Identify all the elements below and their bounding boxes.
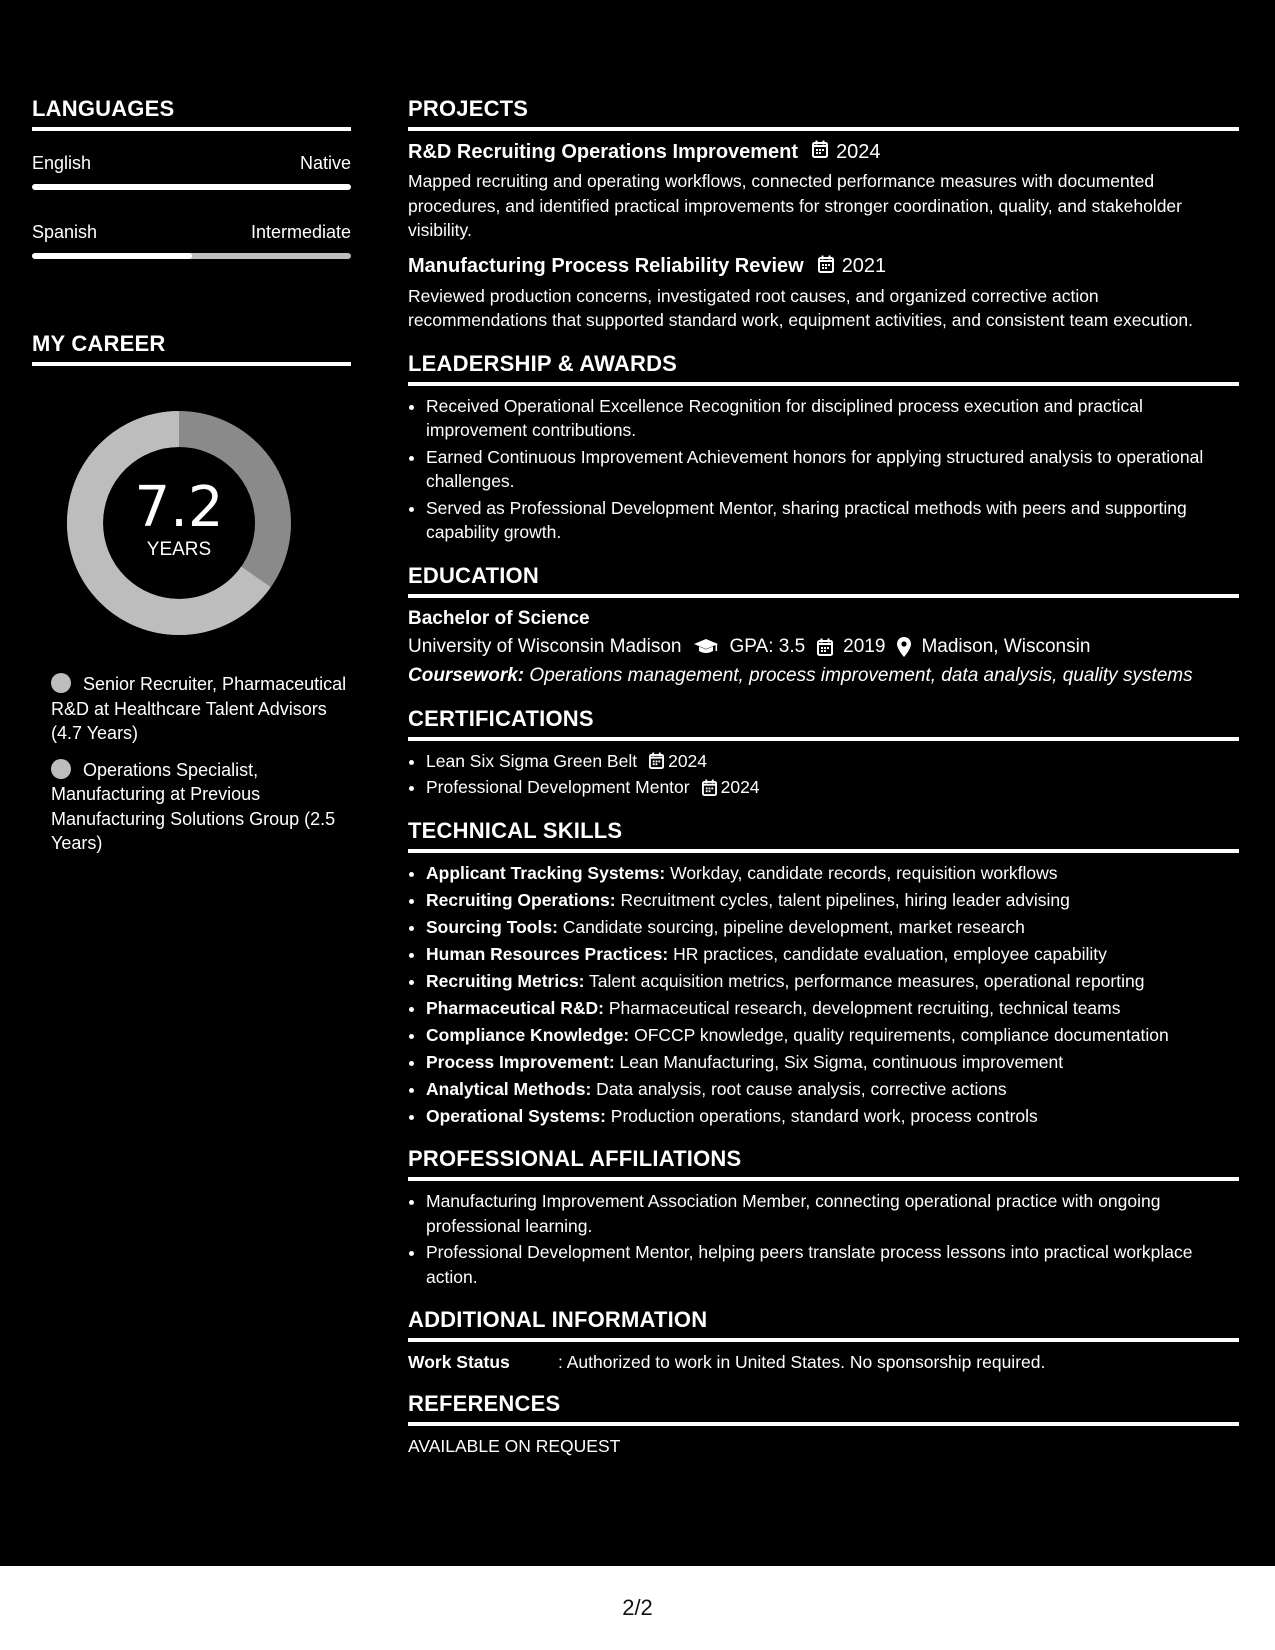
calendar-icon (812, 140, 828, 164)
location-pin-icon (897, 637, 911, 657)
certifications-title: CERTIFICATIONS (408, 706, 1239, 741)
calendar-icon (649, 752, 664, 769)
education-degree: Bachelor of Science (408, 607, 590, 629)
education-section (408, 563, 1239, 688)
work-status-label: Work Status (408, 1352, 510, 1372)
project-description: Reviewed production concerns, investigated root causes, and organized corrective action recommendations that supported standard work, equipment activities, and consistent team execution. (408, 285, 1194, 330)
project-description: Mapped recruiting and operating workflows, connected performance measures with documented procedures, and identified practical improvements for stronger coordination, quality, and stakeholder visibility. (408, 171, 1182, 240)
skill-item: • Process Improvement: Lean Manufacturing, Six Sigma, continuous improvement (426, 1050, 1239, 1075)
bullet-dot-icon (51, 673, 71, 693)
calendar-icon (818, 255, 834, 279)
language-name: Spanish (32, 222, 98, 242)
education-gpa: GPA: 3.5 (729, 635, 806, 657)
language-bar (32, 253, 351, 259)
language-english (32, 153, 351, 190)
language-bar-fill (32, 253, 192, 259)
page-number: 2/2 (0, 1566, 1275, 1650)
career-item: Operations Specialist, Manufacturing at Previous Manufacturing Solutions Group (2.5 Years) (51, 759, 336, 853)
career-donut (66, 410, 292, 636)
leadership-section (408, 351, 1239, 545)
skill-item: • Sourcing Tools: Candidate sourcing, pipeline development, market research (426, 915, 1239, 940)
skill-item: • Recruiting Metrics: Talent acquisition metrics, performance measures, operational reporting (426, 969, 1239, 994)
additional-title: ADDITIONAL INFORMATION (408, 1307, 1239, 1342)
language-level: Native (299, 153, 351, 173)
projects-title: PROJECTS (408, 96, 1239, 131)
skill-item: • Compliance Knowledge: OFCCP knowledge, quality requirements, compliance documentation (426, 1023, 1239, 1048)
calendar-icon (702, 779, 717, 796)
leadership-title: LEADERSHIP & AWARDS (408, 351, 1239, 386)
list-item: • Earned Continuous Improvement Achievement honors for applying structured analysis to operational challenges. (426, 445, 1239, 494)
skills-section (408, 818, 1239, 1129)
language-bar-fill (32, 184, 351, 190)
references-title: REFERENCES (408, 1391, 1239, 1426)
right-column (408, 96, 1239, 1457)
list-item: • Manufacturing Improvement Association Member, connecting operational practice with ongoing professional learning. (426, 1189, 1239, 1238)
career-list (51, 672, 351, 856)
certification-item: • Professional Development Mentor 2024 (426, 775, 1239, 800)
project-name: R&D Recruiting Operations Improvement (408, 140, 799, 163)
language-level: Intermediate (250, 222, 351, 242)
career-years-unit: YEARS (146, 539, 212, 560)
career-title: MY CAREER (32, 331, 351, 366)
project-year: 2024 (836, 140, 881, 163)
calendar-icon (817, 638, 833, 656)
education-year: 2019 (843, 635, 886, 657)
career-total-years: 7.2 (134, 475, 224, 540)
list-item: • Professional Development Mentor, helping peers translate process lessons into practical workplace action. (426, 1240, 1239, 1289)
education-location: Madison, Wisconsin (921, 635, 1091, 657)
language-bar (32, 184, 351, 190)
skill-item: • Analytical Methods: Data analysis, root cause analysis, corrective actions (426, 1077, 1239, 1102)
languages-title: LANGUAGES (32, 96, 351, 131)
certification-item: • Lean Six Sigma Green Belt 2024 (426, 749, 1239, 774)
skill-item: • Pharmaceutical R&D: Pharmaceutical research, development recruiting, technical teams (426, 996, 1239, 1021)
education-coursework: Coursework: Operations management, process improvement, data analysis, quality systems (408, 664, 1193, 686)
skill-item: • Applicant Tracking Systems: Workday, candidate records, requisition workflows (426, 861, 1239, 886)
education-school: University of Wisconsin Madison (408, 635, 682, 657)
affiliations-section (408, 1146, 1239, 1289)
education-title: EDUCATION (408, 563, 1239, 598)
project-year: 2021 (841, 255, 887, 277)
language-spanish (32, 222, 351, 259)
skills-list (408, 861, 1239, 1129)
references-text: AVAILABLE ON REQUEST (408, 1436, 621, 1456)
skill-item: • Operational Systems: Production operations, standard work, process controls (426, 1104, 1239, 1129)
project-name: Manufacturing Process Reliability Review (408, 255, 804, 277)
skill-item: • Recruiting Operations: Recruitment cycles, talent pipelines, hiring leader advising (426, 888, 1239, 913)
skills-title: TECHNICAL SKILLS (408, 818, 1239, 853)
additional-section (408, 1307, 1239, 1373)
career-item: Senior Recruiter, Pharmaceutical R&D at Healthcare Talent Advisors (4.7 Years) (51, 674, 347, 743)
graduation-cap-icon (693, 638, 719, 656)
skill-item: • Human Resources Practices: HR practices, candidate evaluation, employee capability (426, 942, 1239, 967)
list-item: • Served as Professional Development Mentor, sharing practical methods with peers and supporting capability growth. (426, 496, 1239, 545)
affiliations-title: PROFESSIONAL AFFILIATIONS (408, 1146, 1239, 1181)
certifications-section (408, 706, 1239, 800)
list-item: • Received Operational Excellence Recognition for disciplined process execution and practical improvement contributions. (426, 394, 1239, 443)
project-item (408, 255, 1239, 333)
left-column (32, 96, 351, 868)
project-item (408, 140, 1239, 243)
bullet-dot-icon (51, 759, 71, 779)
language-name: English (32, 153, 92, 173)
work-status-value: : Authorized to work in United States. No sponsorship required. (558, 1352, 1046, 1372)
references-section (408, 1391, 1239, 1457)
